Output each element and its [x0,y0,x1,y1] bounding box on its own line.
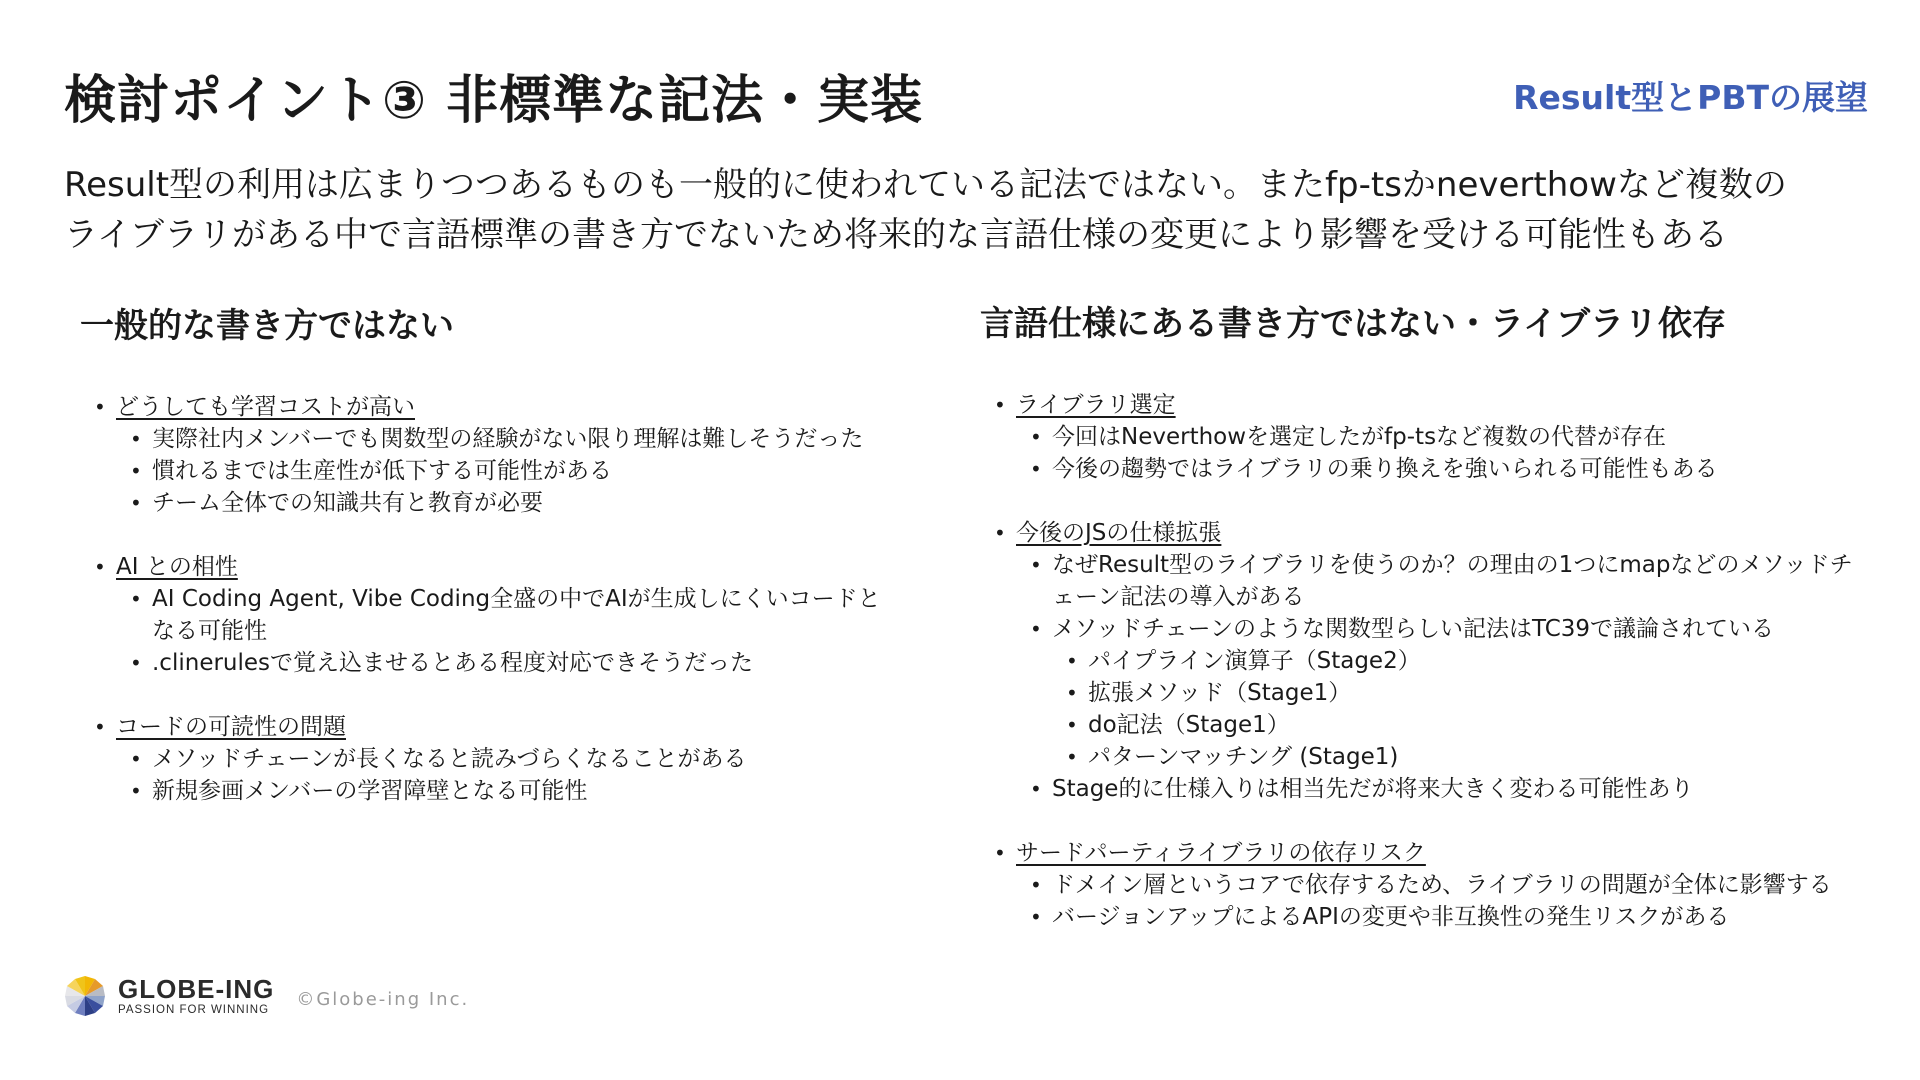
logo-text [118,975,274,1017]
list-item-text: 今回はNeverthowを選定したがfp-tsなど複数の代替が存在 [1052,424,1667,450]
list-item-text: 新規参画メンバーの学習障壁となる可能性 [152,778,588,804]
section-items [980,549,1860,805]
list-item [980,421,1860,453]
bullet-dot-icon: • [1030,457,1042,481]
bullet-dot-icon: • [1066,681,1078,705]
section-items [80,423,900,519]
bullet-dot-icon: • [1030,617,1042,641]
bullet-dot-icon: • [1066,649,1078,673]
list-section [80,391,900,519]
section-title [980,389,1860,421]
section-title-text: サードパーティライブラリの依存リスク [1016,840,1426,866]
sub-list-item [980,677,1860,709]
section-title [80,391,900,423]
section-items [980,869,1860,933]
list-section [980,517,1860,805]
section-title-text: ライブラリ選定 [1016,392,1176,418]
list-item-text: なぜResult型のライブラリを使うのか？の理由の1つにmapなどのメソッドチェーン記法の導入がある [1052,552,1853,610]
right-column-heading: 言語仕様にある書き方ではない・ライブラリ依存 [980,304,1726,344]
sub-list-item-text: パターンマッチング (Stage1) [1088,744,1399,770]
sub-list-item-text: パイプライン演算子（Stage2） [1088,648,1421,674]
bullet-dot-icon: • [1030,777,1042,801]
right-column [980,296,1860,965]
bullet-dot-icon: • [130,651,142,675]
list-item [980,901,1860,933]
section-items [980,421,1860,485]
bullet-dot-icon: • [130,747,142,771]
footer [62,970,469,1022]
list-item-text: メソッドチェーンのような関数型らしい記法はTC39で議論されている [1052,616,1775,642]
section-title [80,551,900,583]
bullet-dot-icon: • [1030,905,1042,929]
section-title-text: AI との相性 [116,554,238,580]
logo-tagline: PASSION FOR WINNING [118,1004,270,1016]
section-title-text: どうしても学習コストが高い [116,394,415,420]
bullet-dot-icon: • [1030,425,1042,449]
list-item-text: Stage的に仕様入りは相当先だが将来大きく変わる可能性あり [1052,776,1694,802]
list-item [80,487,900,519]
list-item [80,423,900,455]
left-column [80,298,900,839]
bullet-dot-icon: • [94,555,106,579]
lead-line: ライブラリがある中で言語標準の書き方でないため将来的な言語仕様の変更により影響を受ける可能性もある [64,215,1728,255]
list-item [80,583,900,647]
list-item-text: チーム全体での知識共有と教育が必要 [152,490,543,516]
section-title [80,711,900,743]
list-item-text: メソッドチェーンが長くなると読みづらくなることがある [152,746,747,772]
list-section [980,389,1860,485]
list-item-text: ドメイン層というコアで依存するため、ライブラリの問題が全体に影響する [1052,872,1832,898]
copyright: ©Globe-ing Inc. [296,988,470,1010]
list-item [80,775,900,807]
list-item [980,613,1860,645]
bullet-dot-icon: • [130,459,142,483]
sub-list-item [980,645,1860,677]
section-title [980,517,1860,549]
bullet-dot-icon: • [1066,713,1078,737]
sub-list-item-text: do記法（Stage1） [1088,712,1290,738]
sub-list-item-text: 拡張メソッド（Stage1） [1088,680,1352,706]
section-title-text: コードの可読性の問題 [116,714,346,740]
section-title [980,837,1860,869]
page-title: 検討ポイント③ 非標準な記法・実装 [64,71,924,131]
list-section [80,711,900,807]
left-sections [80,391,900,807]
list-item-text: 実際社内メンバーでも関数型の経験がない限り理解は難しそうだった [152,426,864,452]
sub-list-item [980,709,1860,741]
bullet-dot-icon: • [130,427,142,451]
list-item-text: 今後の趨勢ではライブラリの乗り換えを強いられる可能性もある [1052,456,1718,482]
bullet-dot-icon: • [130,491,142,515]
bullet-dot-icon: • [130,587,142,611]
list-section [980,837,1860,933]
list-item [80,647,900,679]
right-sections [980,389,1860,933]
bullet-dot-icon: • [994,393,1006,417]
logo-name: GLOBE-ING [118,974,275,1004]
list-item-text: AI Coding Agent, Vibe Coding全盛の中でAIが生成しにくいコードとなる可能性 [152,586,881,644]
globe-ing-logo-icon [62,973,108,1019]
list-item-text: .clinerulesで覚え込ませるとある程度対応できそうだった [152,650,754,676]
list-item [80,455,900,487]
lead-line: Result型の利用は広まりつつあるものも一般的に使われている記法ではない。またfp-tsかneverthowなど複数の [64,165,1787,205]
bullet-dot-icon: • [130,779,142,803]
bullet-dot-icon: • [994,841,1006,865]
bullet-dot-icon: • [94,395,106,419]
section-title-text: 今後のJSの仕様拡張 [1016,520,1222,546]
list-item [980,773,1860,805]
section-tag: Result型とPBTの展望 [1513,78,1868,117]
left-column-heading: 一般的な書き方ではない [80,306,454,346]
section-items [80,743,900,807]
bullet-dot-icon: • [1030,873,1042,897]
sub-list-item [980,741,1860,773]
list-item [980,453,1860,485]
bullet-dot-icon: • [1030,553,1042,577]
list-item [980,549,1860,613]
bullet-dot-icon: • [994,521,1006,545]
bullet-dot-icon: • [1066,745,1078,769]
list-item [80,743,900,775]
bullet-dot-icon: • [94,715,106,739]
list-item-text: バージョンアップによるAPIの変更や非互換性の発生リスクがある [1052,904,1730,930]
section-items [80,583,900,679]
lead-text [64,160,1864,260]
list-item-text: 慣れるまでは生産性が低下する可能性がある [152,458,612,484]
list-item [980,869,1860,901]
list-section [80,551,900,679]
